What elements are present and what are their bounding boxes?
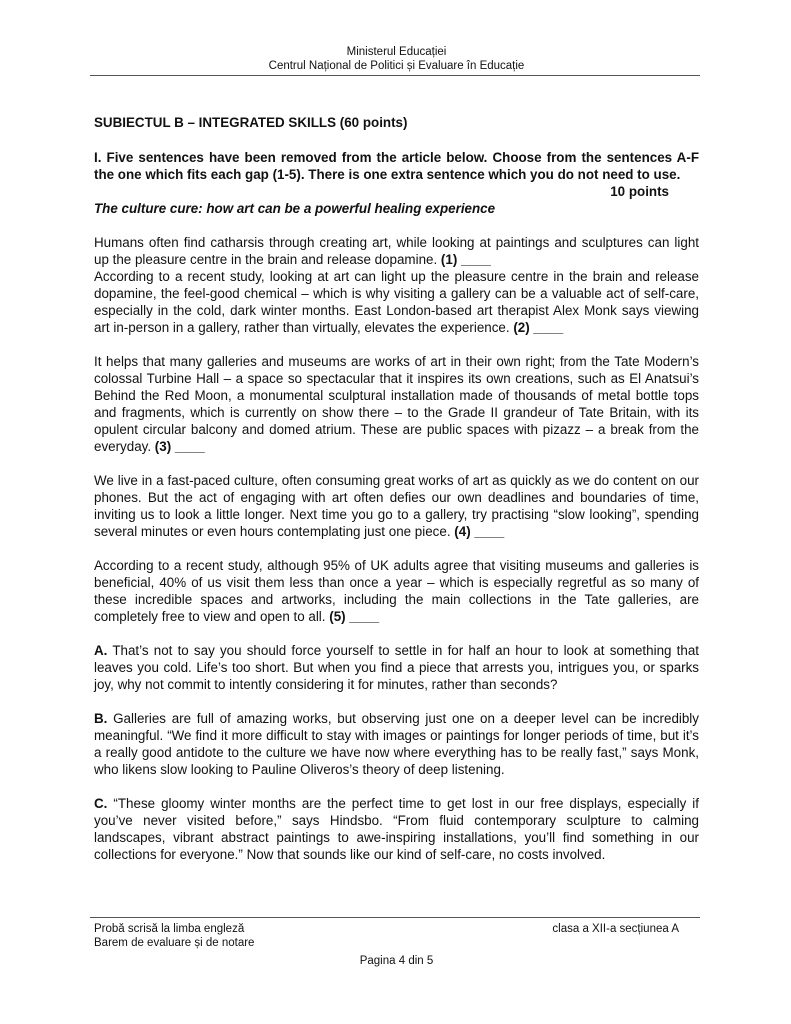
paragraph-text: Humans often find catharsis through creating art, while looking at paintings and sculptures can light up the pleasure centre in the brain and release dopamine. [94,235,699,267]
gap-2: (2) ____ [513,320,564,335]
option-label: A. [94,643,108,658]
gap-3: (3) ____ [154,439,205,454]
instruction [94,149,699,199]
header-center: Centrul Național de Politici și Evaluare în Educație [268,60,525,72]
paragraph-4 [94,557,699,625]
option-label: B. [94,711,108,726]
gap-1: (1) ____ [440,252,491,267]
paragraph-3 [94,472,699,540]
footer-barem: Barem de evaluare și de notare [94,937,255,949]
article-title: The culture cure: how art can be a powerful healing experience [94,201,496,216]
gap-5: (5) ____ [329,609,380,624]
option-text: “These gloomy winter months are the perfect time to get lost in our free displays, especially if you’ve never visited before,” says Hindsbo. “From fluid contemporary sculpture to calming landscapes, vibrant abstract paintings to awe-inspiring installations, you’ll find something in our collections for everyone.” Now that sounds like our kind of self-care, no costs involved. [94,796,699,862]
paragraph-text: It helps that many galleries and museums are works of art in their own right; from the Tate Modern’s colossal Turbine Hall – a space so spectacular that it inspires its own creations, such as El Anatsui’s Behind the Red Moon, a monumental sculptural installation made of thousands of metal bottle tops and fragments, which is currently on show there – to the Grade II grandeur of Tate Britain, with its opulent circular balcony and domed atrium. These are public spaces with pizazz – a break from the everyday. [94,354,699,454]
points-label: 10 points [610,184,669,199]
option-a [94,642,699,693]
option-label: C. [94,796,108,811]
instruction-text: I. Five sentences have been removed from the article below. Choose from the sentences A-F the one which fits each gap (1-5). There is one extra sentence which you do not need to use. [94,150,699,182]
page-number: Pagina 4 din 5 [359,955,434,967]
paragraph-text: According to a recent study, looking at art can light up the pleasure centre in the brain and release dopamine, the feel-good chemical – which is why visiting a gallery can be a valuable act of self-care, especially in the cold, dark winter months. East London-based art therapist Alex Monk says viewing art in-person in a gallery, rather than virtually, elevates the experience. [94,269,699,335]
page-header [94,45,699,73]
footer-exam: Probă scrisă la limba engleză [94,923,245,935]
header-divider [90,75,700,76]
main-content [94,114,699,880]
header-ministry: Ministerul Educației [346,46,447,58]
option-text: That’s not to say you should force yourself to settle in for half an hour to look at something that leaves you cold. Life’s too short. But when you find a piece that arrests you, intrigues you, or sparks joy, why not commit to intently considering it for minutes, rather than seconds? [94,643,699,692]
paragraph-1 [94,234,699,336]
footer-class: clasa a XII-a secțiunea A [552,923,679,935]
page-footer [94,922,699,968]
option-b [94,710,699,778]
option-c [94,795,699,863]
paragraph-text: According to a recent study, although 95% of UK adults agree that visiting museums and galleries is beneficial, 40% of us visit them less than once a year – which is especially regretful as so many of these incredible spaces and artworks, including the main collections in the Tate galleries, are completely free to view and open to all. [94,558,699,624]
footer-divider [90,917,700,918]
option-text: Galleries are full of amazing works, but observing just one on a deeper level can be incredibly meaningful. “We find it more difficult to stay with images or paintings for longer periods of time, but it’s a really good antidote to the culture we have now where everything has to be really fast,” says Monk, who likens slow looking to Pauline Oliveros’s theory of deep listening. [94,711,699,777]
gap-4: (4) ____ [454,524,505,539]
subject-heading: SUBIECTUL B – INTEGRATED SKILLS (60 points) [94,115,408,130]
paragraph-text: We live in a fast-paced culture, often consuming great works of art as quickly as we do content on our phones. But the act of engaging with art often defies our own deadlines and boundaries of time, inviting us to look a little longer. Next time you go to a gallery, try practising “slow looking”, spending several minutes or even hours contemplating just one piece. [94,473,699,539]
paragraph-2 [94,353,699,455]
